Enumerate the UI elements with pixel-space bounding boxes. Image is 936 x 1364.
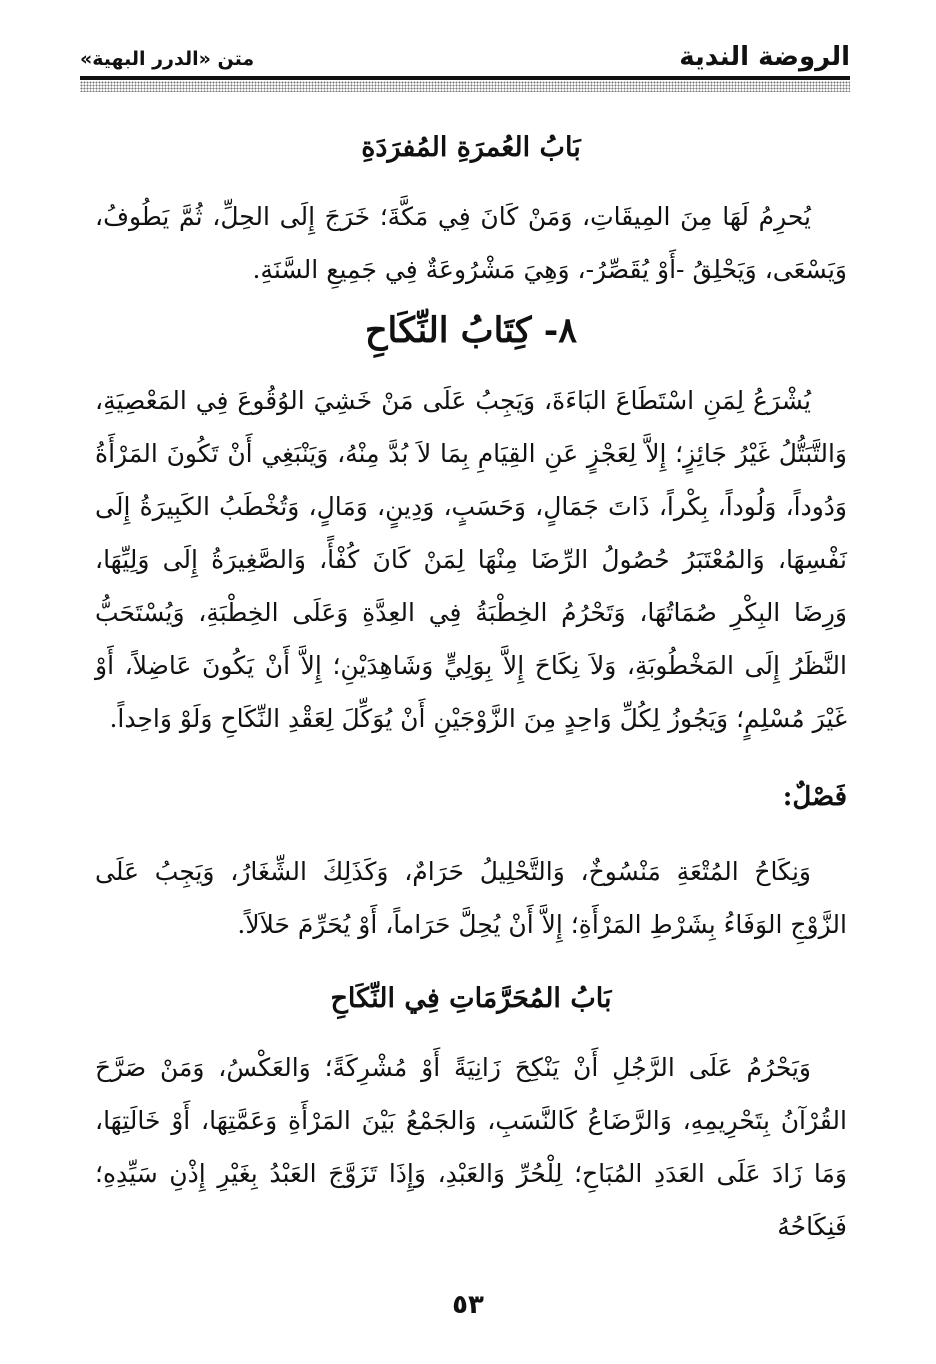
header-rule (80, 76, 850, 80)
page-body (95, 118, 847, 1253)
nikah-paragraph: يُشْرَعُ لِمَنِ اسْتَطَاعَ البَاءَةَ، وَيَجِبُ عَلَى مَنْ خَشِيَ الوُقُوعَ فِي المَعْصِيَةِ، وَالتَّبَتُّلُ غَيْرُ جَائِزٍ؛ إِلاَّ لِعَجْزٍ عَنِ القِيَامِ بِمَا لاَ بُدَّ مِنْهُ، وَيَنْبَغِي أَنْ تَكُونَ المَرْأَةُ وَدُوداً، وَلُوداً، بِكْراً، ذَاتَ جَمَالٍ، وَحَسَبٍ، وَدِينٍ، وَمَالٍ، وَتُخْطَبُ الكَبِيرَةُ إِلَى نَفْسِهَا، وَالمُعْتَبَرُ حُصُولُ الرِّضَا مِنْهَا لِمَنْ كَانَ كُفْأً، وَالصَّغِيرَةُ إِلَى وَلِيِّهَا، وَرِضَا البِكْرِ صُمَاتُهَا، وَتَحْرُمُ الخِطْبَةُ فِي العِدَّةِ وَعَلَى الخِطْبَةِ، وَيُسْتَحَبُّ النَّظَرُ إِلَى المَخْطُوبَةِ، وَلاَ نِكَاحَ إِلاَّ بِوَلِيٍّ وَشَاهِدَيْنِ؛ إِلاَّ أَنْ يَكُونَ عَاضِلاً، أَوْ غَيْرَ مُسْلِمٍ؛ وَيَجُوزُ لِكُلِّ وَاحِدٍ مِنَ الزَّوْجَيْنِ أَنْ يُوَكِّلَ لِعَقْدِ النِّكَاحِ وَلَوْ وَاحِداً. (95, 386, 847, 733)
header-dotted-band (80, 81, 850, 92)
page-number: ٥٣ (452, 1290, 484, 1320)
muharramat-paragraph: وَيَحْرُمُ عَلَى الرَّجُلِ أَنْ يَنْكِحَ زَانِيَةً أَوْ مُشْرِكَةً؛ وَالعَكْسُ، وَمَنْ صَرَّحَ القُرْآنُ بِتَحْرِيمِهِ، وَالرَّضَاعُ كَالنَّسَبِ، وَالجَمْعُ بَيْنَ المَرْأَةِ وَعَمَّتِهَا، أَوْ خَالَتِهَا، وَمَا زَادَ عَلَى العَدَدِ المُبَاحِ؛ لِلْحُرِّ وَالعَبْدِ، وَإِذَا تَزَوَّجَ العَبْدُ بِغَيْرِ إِذْنِ سَيِّدِهِ؛ فَنِكَاحُهُ (95, 1053, 847, 1241)
umrah-heading: بَابُ العُمرَةِ المُفرَدَةِ (361, 132, 581, 163)
fasl-label: فَصْلٌ: (782, 782, 847, 812)
nikah-chapter-heading: ٨- كِتَابُ النِّكَاحِ (364, 310, 578, 351)
book-title: الروضة الندية (679, 42, 850, 72)
running-header (80, 40, 850, 80)
fasl-paragraph: وَنِكَاحُ المُتْعَةِ مَنْسُوخٌ، وَالتَّحْلِيلُ حَرَامٌ، وَكَذَلِكَ الشِّغَارُ، وَيَجِبُ عَلَى الزَّوْجِ الوَفَاءُ بِشَرْطِ المَرْأَةِ؛ إِلاَّ أَنْ يُحِلَّ حَرَاماً، أَوْ يُحَرِّمَ حَلاَلاً. (95, 857, 847, 939)
matn-title: متن «الدرر البهية» (80, 48, 255, 70)
muharramat-heading: بَابُ المُحَرَّمَاتِ فِي النِّكَاحِ (330, 983, 612, 1014)
umrah-paragraph: يُحرِمُ لَهَا مِنَ المِيقَاتِ، وَمَنْ كَانَ فِي مَكَّةَ؛ خَرَجَ إِلَى الحِلِّ، ثُمَّ يَطُوفُ، وَيَسْعَى، وَيَحْلِقُ -أَوْ يُقَصِّرُ-، وَهِيَ مَشْرُوعَةٌ فِي جَمِيعِ السَّنَةِ. (95, 202, 847, 284)
